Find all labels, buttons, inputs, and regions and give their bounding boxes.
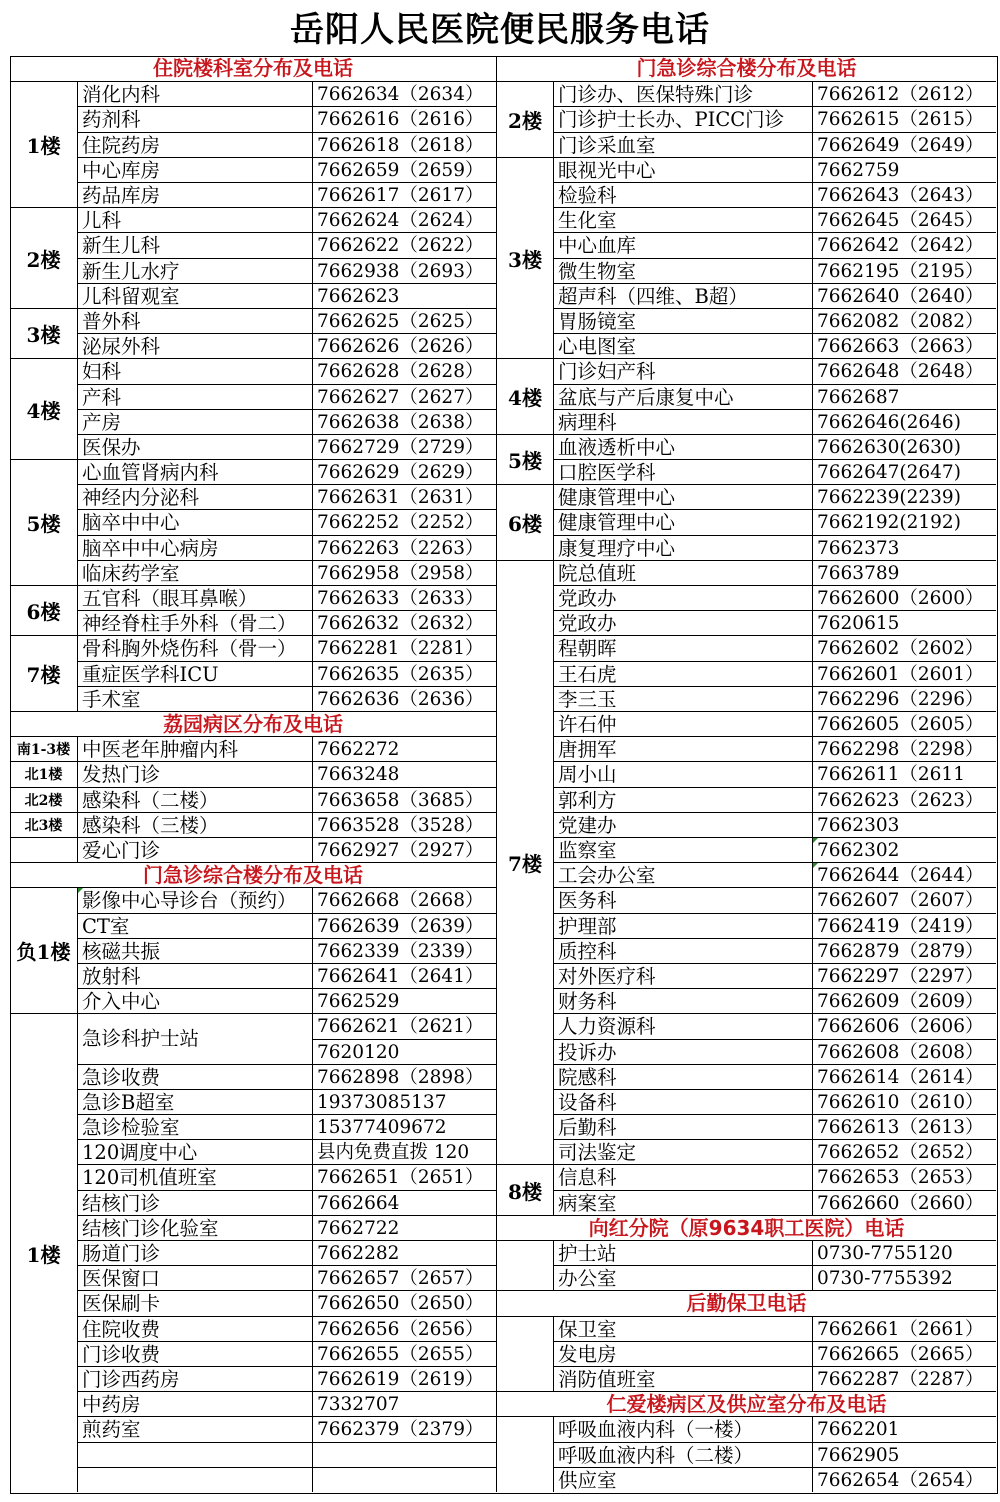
floor-label: 3楼	[10, 308, 77, 358]
department-name: 设备科	[553, 1089, 812, 1114]
department-name: 财务科	[553, 988, 812, 1013]
phone-number: 7662613（2613）	[812, 1114, 996, 1139]
phone-number: 7662296（2296）	[812, 686, 996, 711]
floor-label: 7楼	[10, 635, 77, 711]
department-name: 党政办	[553, 610, 812, 635]
department-name: 消化内科	[77, 81, 312, 106]
phone-number: 7662605（2605）	[812, 711, 996, 736]
department-name: 门诊西药房	[77, 1366, 312, 1391]
department-name: 医务科	[553, 887, 812, 912]
department-name: 呼吸血液内科（二楼）	[553, 1442, 812, 1467]
department-name: 病理科	[553, 409, 812, 434]
floor-label: 1楼	[10, 81, 77, 207]
phone-number: 7662643（2643）	[812, 182, 996, 207]
department-name: 微生物室	[553, 258, 812, 283]
department-name: 重症医学科ICU	[77, 661, 312, 686]
phone-number: 7662649（2649）	[812, 132, 996, 157]
department-name: 脑卒中中心	[77, 509, 312, 534]
department-name: 门诊妇产科	[553, 358, 812, 383]
phone-number: 7662635（2635）	[312, 661, 496, 686]
phone-number: 7662640（2640）	[812, 283, 996, 308]
floor-label: 5楼	[496, 434, 553, 484]
phone-number: 7662663（2663）	[812, 333, 996, 358]
floor-label	[496, 1316, 553, 1392]
department-name: 儿科留观室	[77, 283, 312, 308]
phone-number: 7662626（2626）	[312, 333, 496, 358]
phone-number: 7662281（2281）	[312, 635, 496, 660]
phone-number: 7662627（2627）	[312, 384, 496, 409]
department-name: 生化室	[553, 207, 812, 232]
floor-label: 5楼	[10, 459, 77, 585]
department-name: 五官科（眼耳鼻喉）	[77, 585, 312, 610]
phone-number: 7662645（2645）	[812, 207, 996, 232]
phone-number: 7662687	[812, 384, 996, 409]
phone-number: 7662618（2618）	[312, 132, 496, 157]
department-name: 产科	[77, 384, 312, 409]
phone-number: 7662633（2633）	[312, 585, 496, 610]
department-name: 医保办	[77, 434, 312, 459]
department-name: 急诊检验室	[77, 1114, 312, 1139]
phone-number: 7662303	[812, 812, 996, 837]
floor-label	[496, 1240, 553, 1290]
phone-number: 7662630(2630)	[812, 434, 996, 459]
department-name: 许石仲	[553, 711, 812, 736]
phone-number: 0730-7755120	[812, 1240, 996, 1265]
phone-number: 7662373	[812, 535, 996, 560]
department-name: 结核门诊	[77, 1190, 312, 1215]
phone-number: 7662082（2082）	[812, 308, 996, 333]
department-name: 超声科（四维、B超）	[553, 283, 812, 308]
department-name: 新生儿科	[77, 232, 312, 257]
department-name: 爱心门诊	[77, 837, 312, 862]
phone-number: 7662634（2634）	[312, 81, 496, 106]
department-name: 投诉办	[553, 1039, 812, 1064]
phone-number: 7662664	[312, 1190, 496, 1215]
department-name: 眼视光中心	[553, 157, 812, 182]
department-name: 郭利方	[553, 787, 812, 812]
department-name: 监察室	[553, 837, 812, 862]
department-name: 药品库房	[77, 182, 312, 207]
department-name: 肠道门诊	[77, 1240, 312, 1265]
phone-number: 7662287（2287）	[812, 1366, 996, 1391]
department-name: 发热门诊	[77, 761, 312, 786]
phone-number: 7662628（2628）	[312, 358, 496, 383]
phone-number: 7662612（2612）	[812, 81, 996, 106]
phone-number: 7662611（2611	[812, 761, 996, 786]
floor-label: 1楼	[10, 1013, 77, 1492]
section-header: 后勤保卫电话	[496, 1290, 996, 1315]
phone-number: 7662659（2659）	[312, 157, 496, 182]
phone-number: 7662644（2644）	[812, 862, 996, 887]
phone-number: 7662636（2636）	[312, 686, 496, 711]
phone-number: 7662625（2625）	[312, 308, 496, 333]
phone-number: 7663248	[312, 761, 496, 786]
department-name: 司法鉴定	[553, 1139, 812, 1164]
phone-number: 7662602（2602）	[812, 635, 996, 660]
phone-number: 7662624（2624）	[312, 207, 496, 232]
department-name: 煎药室	[77, 1416, 312, 1441]
department-name: 院总值班	[553, 560, 812, 585]
phone-number: 7620615	[812, 610, 996, 635]
phone-number: 7662729（2729）	[312, 434, 496, 459]
phone-number	[312, 1442, 496, 1467]
phone-number: 7662616（2616）	[312, 106, 496, 131]
phone-number: 7662272	[312, 736, 496, 761]
department-name: 办公室	[553, 1265, 812, 1290]
phone-number	[312, 1467, 496, 1492]
phone-number: 7662647(2647)	[812, 459, 996, 484]
department-name: 中心库房	[77, 157, 312, 182]
department-name: 胃肠镜室	[553, 308, 812, 333]
floor-label: 4楼	[10, 358, 77, 459]
department-name: 脑卒中中心病房	[77, 535, 312, 560]
department-name: 中药房	[77, 1391, 312, 1416]
phone-number: 7662958（2958）	[312, 560, 496, 585]
department-name: 门诊采血室	[553, 132, 812, 157]
department-name: 影像中心导诊台（预约）	[77, 887, 312, 912]
phone-number: 7662668（2668）	[312, 887, 496, 912]
department-name: 工会办公室	[553, 862, 812, 887]
department-name: 急诊收费	[77, 1064, 312, 1089]
phone-number: 7662600（2600）	[812, 585, 996, 610]
phone-number: 7662419（2419）	[812, 913, 996, 938]
phone-number: 7662652（2652）	[812, 1139, 996, 1164]
phone-number: 7662623	[312, 283, 496, 308]
department-name: 普外科	[77, 308, 312, 333]
department-name: 泌尿外科	[77, 333, 312, 358]
cell-comment-marker	[813, 838, 818, 843]
floor-label	[10, 837, 77, 862]
department-name: 心电图室	[553, 333, 812, 358]
department-name: 院感科	[553, 1064, 812, 1089]
phone-number: 7662639（2639）	[312, 913, 496, 938]
phone-number: 7662623（2623）	[812, 787, 996, 812]
phone-number: 7662607（2607）	[812, 887, 996, 912]
floor-label: 3楼	[496, 157, 553, 359]
phone-number: 7662651（2651）	[312, 1164, 496, 1189]
department-name: 医保刷卡	[77, 1290, 312, 1315]
department-name: 门诊护士长办、PICC门诊	[553, 106, 812, 131]
phone-number: 7662879（2879）	[812, 938, 996, 963]
phone-number: 7662297（2297）	[812, 963, 996, 988]
department-name: 健康管理中心	[553, 509, 812, 534]
department-name: 中心血库	[553, 232, 812, 257]
phone-number: 7662657（2657）	[312, 1265, 496, 1290]
department-name: 供应室	[553, 1467, 812, 1492]
department-name: 李三玉	[553, 686, 812, 711]
department-name: 护士站	[553, 1240, 812, 1265]
section-header: 住院楼科室分布及电话	[153, 56, 353, 80]
phone-number: 7662650（2650）	[312, 1290, 496, 1315]
floor-label: 6楼	[10, 585, 77, 635]
department-name: 感染科（三楼）	[77, 812, 312, 837]
floor-label: 2楼	[496, 81, 553, 157]
floor-label	[496, 1416, 553, 1492]
department-name: 人力资源科	[553, 1013, 812, 1038]
phone-number: 7662201	[812, 1416, 996, 1441]
section-header: 荔园病区分布及电话	[10, 711, 496, 736]
phone-number: 7662642（2642）	[812, 232, 996, 257]
phone-number: 7662905	[812, 1442, 996, 1467]
phone-number: 7662646(2646)	[812, 409, 996, 434]
phone-number: 7662641（2641）	[312, 963, 496, 988]
floor-label: 负1楼	[10, 887, 77, 1013]
department-name: 信息科	[553, 1164, 812, 1189]
phone-number: 7662610（2610）	[812, 1089, 996, 1114]
phone-number: 7663658（3685）	[312, 787, 496, 812]
phone-number: 7662601（2601）	[812, 661, 996, 686]
cell-comment-marker	[78, 888, 83, 893]
phone-number: 7662617（2617）	[312, 182, 496, 207]
phone-number: 7662302	[812, 837, 996, 862]
department-name: 核磁共振	[77, 938, 312, 963]
phone-number: 7662614（2614）	[812, 1064, 996, 1089]
phone-number: 7662606（2606）	[812, 1013, 996, 1038]
phone-number: 7662622（2622）	[312, 232, 496, 257]
phone-number: 7662239(2239)	[812, 484, 996, 509]
department-name: 康复理疗中心	[553, 535, 812, 560]
department-name: 血液透析中心	[553, 434, 812, 459]
floor-label: 6楼	[496, 484, 553, 560]
department-name: 神经内分泌科	[77, 484, 312, 509]
section-header: 门急诊综合楼分布及电话	[10, 862, 496, 887]
department-name: 呼吸血液内科（一楼）	[553, 1416, 812, 1441]
department-name: 党政办	[553, 585, 812, 610]
department-name: 产房	[77, 409, 312, 434]
phone-number: 7662282	[312, 1240, 496, 1265]
department-name: 门诊办、医保特殊门诊	[553, 81, 812, 106]
phone-number: 7662661（2661）	[812, 1316, 996, 1341]
phone-number: 7662722	[312, 1215, 496, 1240]
phone-number: 7332707	[312, 1391, 496, 1416]
floor-label: 北2楼	[10, 787, 77, 812]
phone-number: 7662655（2655）	[312, 1341, 496, 1366]
phone-number: 7662653（2653）	[812, 1164, 996, 1189]
phone-number: 7662529	[312, 988, 496, 1013]
phone-number: 7663789	[812, 560, 996, 585]
phone-number: 7662621（2621）	[312, 1013, 496, 1038]
department-name: 住院药房	[77, 132, 312, 157]
department-name: 质控科	[553, 938, 812, 963]
phone-number: 7662632（2632）	[312, 610, 496, 635]
phone-number: 7662660（2660）	[812, 1190, 996, 1215]
page-title: 岳阳人民医院便民服务电话	[290, 10, 710, 50]
phone-number: 7662927（2927）	[312, 837, 496, 862]
department-name: 对外医疗科	[553, 963, 812, 988]
phone-number: 19373085137	[312, 1089, 496, 1114]
department-name: 120调度中心	[77, 1139, 312, 1164]
phone-number: 7662629（2629）	[312, 459, 496, 484]
department-name: 中医老年肿瘤内科	[77, 736, 312, 761]
phone-number: 7662379（2379）	[312, 1416, 496, 1441]
floor-label: 北3楼	[10, 812, 77, 837]
department-name: 检验科	[553, 182, 812, 207]
floor-label: 2楼	[10, 207, 77, 308]
phone-number: 7662608（2608）	[812, 1039, 996, 1064]
phone-number: 15377409672	[312, 1114, 496, 1139]
department-name: 门诊收费	[77, 1341, 312, 1366]
phone-number: 7662631（2631）	[312, 484, 496, 509]
department-name: CT室	[77, 913, 312, 938]
phone-number: 7662192(2192)	[812, 509, 996, 534]
department-name	[77, 1467, 312, 1492]
phone-number: 7662648（2648）	[812, 358, 996, 383]
phone-number: 7662638（2638）	[312, 409, 496, 434]
cell-comment-marker	[813, 863, 818, 868]
department-name: 新生儿水疗	[77, 258, 312, 283]
department-name: 程朝晖	[553, 635, 812, 660]
department-name: 感染科（二楼）	[77, 787, 312, 812]
department-name: 周小山	[553, 761, 812, 786]
department-name: 儿科	[77, 207, 312, 232]
department-name: 党建办	[553, 812, 812, 837]
phone-number: 7662654（2654）	[812, 1467, 996, 1492]
department-name: 后勤科	[553, 1114, 812, 1139]
department-name: 住院收费	[77, 1316, 312, 1341]
department-name: 急诊科护士站	[77, 1013, 312, 1063]
department-name: 王石虎	[553, 661, 812, 686]
phone-number: 7662609（2609）	[812, 988, 996, 1013]
phone-number: 7662619（2619）	[312, 1366, 496, 1391]
phone-number: 7662615（2615）	[812, 106, 996, 131]
department-name: 消防值班室	[553, 1366, 812, 1391]
department-name: 心血管肾病内科	[77, 459, 312, 484]
phone-number: 7662759	[812, 157, 996, 182]
department-name: 唐拥军	[553, 736, 812, 761]
department-name	[77, 1442, 312, 1467]
department-name: 健康管理中心	[553, 484, 812, 509]
department-name: 药剂科	[77, 106, 312, 131]
department-name: 120司机值班室	[77, 1164, 312, 1189]
phone-number: 7662656（2656）	[312, 1316, 496, 1341]
floor-label: 4楼	[496, 358, 553, 434]
department-name: 妇科	[77, 358, 312, 383]
phone-number: 7662938（2693）	[312, 258, 496, 283]
phone-number: 县内免费直拨 120	[312, 1139, 496, 1164]
department-name: 急诊B超室	[77, 1089, 312, 1114]
floor-label: 8楼	[496, 1164, 553, 1214]
floor-label: 南1-3楼	[10, 736, 77, 761]
department-name: 骨科胸外烧伤科（骨一）	[77, 635, 312, 660]
department-name: 介入中心	[77, 988, 312, 1013]
section-header: 向红分院（原9634职工医院）电话	[496, 1215, 996, 1240]
phone-number: 7620120	[312, 1039, 496, 1064]
phone-number: 0730-7755392	[812, 1265, 996, 1290]
department-name: 神经脊柱手外科（骨二）	[77, 610, 312, 635]
department-name: 医保窗口	[77, 1265, 312, 1290]
phone-number: 7662339（2339）	[312, 938, 496, 963]
floor-label: 7楼	[496, 560, 553, 1165]
phone-number: 7662263（2263）	[312, 535, 496, 560]
department-name: 发电房	[553, 1341, 812, 1366]
department-name: 盆底与产后康复中心	[553, 384, 812, 409]
department-name: 结核门诊化验室	[77, 1215, 312, 1240]
floor-label: 北1楼	[10, 761, 77, 786]
phone-number: 7662195（2195）	[812, 258, 996, 283]
phone-number: 7662898（2898）	[312, 1064, 496, 1089]
department-name: 保卫室	[553, 1316, 812, 1341]
department-name: 口腔医学科	[553, 459, 812, 484]
department-name: 病案室	[553, 1190, 812, 1215]
department-name: 放射科	[77, 963, 312, 988]
department-name: 护理部	[553, 913, 812, 938]
department-name: 临床药学室	[77, 560, 312, 585]
phone-number: 7662252（2252）	[312, 509, 496, 534]
department-name: 手术室	[77, 686, 312, 711]
phone-number: 7663528（3528）	[312, 812, 496, 837]
section-header: 门急诊综合楼分布及电话	[496, 56, 996, 81]
section-header: 仁爱楼病区及供应室分布及电话	[496, 1391, 996, 1416]
phone-number: 7662298（2298）	[812, 736, 996, 761]
phone-number: 7662665（2665）	[812, 1341, 996, 1366]
